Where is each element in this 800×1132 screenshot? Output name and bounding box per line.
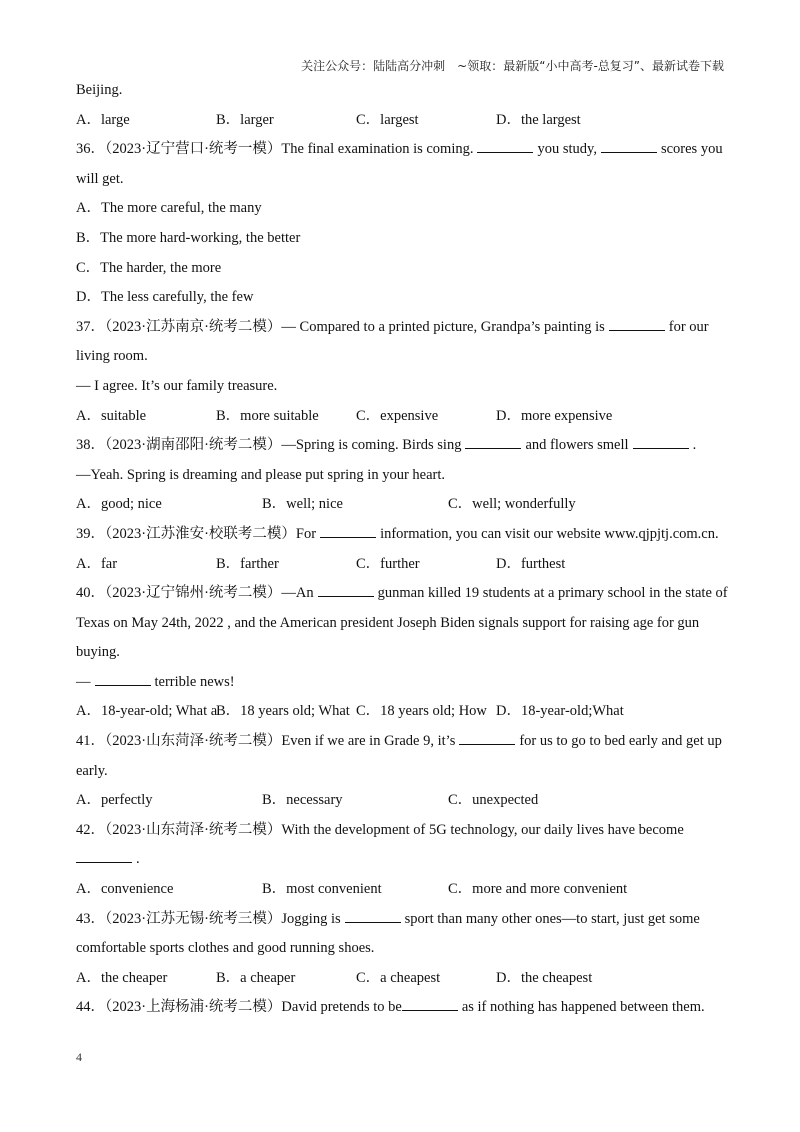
q39-option-c: C．further: [356, 555, 420, 572]
q39-option-d: D．furthest: [496, 555, 566, 572]
q42-options: [76, 875, 726, 905]
q41-options: [76, 786, 726, 816]
q37-blank: [609, 316, 665, 331]
q42-option-a: A．convenience: [76, 881, 174, 898]
q40-blank-2: [95, 671, 151, 686]
q36-stem-part-a: 36．（2023·辽宁营口·统考一模）The final examination is coming.: [76, 141, 474, 158]
q42-option-c: C．more and more convenient: [448, 881, 628, 898]
q35-option-d: D．the largest: [496, 111, 581, 128]
q41-stem-part-a: 41．（2023·山东菏泽·统考二模）Even if we are in Grade 9, it’s: [76, 733, 456, 750]
q37-option-b: B．more suitable: [216, 407, 319, 424]
q38-blank-2: [633, 434, 689, 449]
q43-stem-part-a: 43．（2023·江苏无锡·统考三模）Jogging is: [76, 910, 341, 927]
q40-options: [76, 697, 726, 727]
q40-stem-cont: Texas on May 24th, 2022 , and the American president Joseph Biden signals support for raising age for gun: [76, 614, 700, 631]
q40-stem: [76, 579, 726, 609]
q41-option-b: B．necessary: [262, 792, 343, 809]
q40-blank-1: [318, 582, 374, 597]
q37-stem-cont: living room.: [76, 348, 148, 365]
q37-option-a: A．suitable: [76, 407, 147, 424]
q38-stem-part-c: .: [692, 437, 697, 454]
q38-options: [76, 490, 726, 520]
q44-blank: [402, 996, 458, 1011]
q36-option-c: C．The harder, the more: [76, 259, 222, 276]
q40-option-b: B．18 years old; What: [216, 703, 350, 720]
q43-stem-part-b: sport than many other ones—to start, just get some: [404, 910, 700, 927]
q36-stem-cont: will get.: [76, 170, 124, 187]
q42-stem: 42．（2023·山东菏泽·统考二模）With the development of 5G technology, our daily lives have become: [76, 821, 684, 838]
q38-option-a: A．good; nice: [76, 496, 162, 513]
q43-option-d: D．the cheapest: [496, 969, 593, 986]
q40-stem-part-b: gunman killed 19 students at a primary school in the state of: [377, 585, 728, 602]
q41-stem-part-b: for us to go to bed early and get up: [519, 733, 722, 750]
q43-option-a: A．the cheaper: [76, 969, 168, 986]
q43-option-b: B．a cheaper: [216, 969, 296, 986]
page-header: 关注公众号：陆陆高分冲刺 ~领取：最新版“小中高考-总复习”、最新试卷下载: [301, 59, 724, 73]
q39-option-a: A．far: [76, 555, 118, 572]
q40-reply-text: terrible news!: [154, 673, 235, 690]
q43-stem-cont: comfortable sports clothes and good running shoes.: [76, 940, 375, 957]
question-page: [76, 76, 726, 1023]
q41-blank: [459, 730, 515, 745]
q38-option-c: C．well; wonderfully: [448, 496, 576, 513]
q41-option-c: C．unexpected: [448, 792, 539, 809]
q35-option-b: B．larger: [216, 111, 274, 128]
q37-option-d: D．more expensive: [496, 407, 613, 424]
q36-stem: [76, 135, 726, 165]
q38-stem: [76, 431, 726, 461]
q40-reply: [76, 668, 726, 698]
q38-option-b: B．well; nice: [262, 496, 343, 513]
q40-option-d: D．18-year-old;What: [496, 703, 624, 720]
q36-blank-1: [477, 138, 533, 153]
q39-blank: [320, 523, 376, 538]
q39-option-b: B．farther: [216, 555, 279, 572]
q41-option-a: A．perfectly: [76, 792, 153, 809]
q35-options: [76, 106, 726, 136]
q44-stem-part-b: as if nothing has happened between them.: [461, 999, 705, 1016]
q40-option-c: C．18 years old; How: [356, 703, 487, 720]
q36-option-d: D．The less carefully, the few: [76, 289, 254, 306]
q42-stem-cont: [76, 845, 726, 875]
q36-option-a: A．The more careful, the many: [76, 200, 262, 217]
q40-option-a: A．18-year-old; What a: [76, 703, 218, 720]
q38-stem-part-b: and flowers smell: [525, 437, 629, 454]
q43-options: [76, 964, 726, 994]
q37-stem: [76, 313, 726, 343]
q39-stem-part-b: information, you can visit our website www.qjpjtj.com.cn.: [380, 525, 719, 542]
q39-options: [76, 550, 726, 580]
q38-reply: —Yeah. Spring is dreaming and please put spring in your heart.: [76, 466, 446, 483]
page-number: 4: [76, 1050, 82, 1064]
q35-option-a: A．large: [76, 111, 130, 128]
q38-stem-part-a: 38．（2023·湖南邵阳·统考二模）—Spring is coming. Birds sing: [76, 437, 462, 454]
q40-reply-dash: —: [76, 673, 91, 690]
q42-option-b: B．most convenient: [262, 881, 382, 898]
q36-stem-part-c: scores you: [660, 141, 723, 158]
q37-stem-part-a: 37．（2023·江苏南京·统考二模）— Compared to a printed picture, Grandpa’s painting is: [76, 318, 605, 335]
q42-blank: [76, 848, 132, 863]
q36-blank-2: [601, 138, 657, 153]
q36-option-b: B．The more hard-working, the better: [76, 229, 301, 246]
q44-stem-part-a: 44．（2023·上海杨浦·统考二模）David pretends to be: [76, 999, 402, 1016]
q43-option-c: C．a cheapest: [356, 969, 441, 986]
q35-stem-tail: Beijing.: [76, 82, 123, 98]
q39-stem-part-a: 39．（2023·江苏淮安·校联考二模）For: [76, 525, 317, 542]
q43-blank: [345, 908, 401, 923]
q41-stem-cont: early.: [76, 762, 108, 779]
q39-stem: [76, 520, 726, 550]
q40-stem-cont-2: buying.: [76, 644, 120, 661]
q41-stem: [76, 727, 726, 757]
q37-options: [76, 402, 726, 432]
q37-stem-part-b: for our: [668, 318, 709, 335]
q44-stem: [76, 993, 726, 1023]
q43-stem: [76, 905, 726, 935]
q40-stem-part-a: 40．（2023·辽宁锦州·统考二模）—An: [76, 585, 314, 602]
q37-reply: — I agree. It’s our family treasure.: [76, 377, 278, 394]
q42-stem-part-b: .: [136, 851, 140, 868]
q38-blank-1: [465, 434, 521, 449]
q36-stem-part-b: you study,: [537, 141, 597, 158]
q35-option-c: C．largest: [356, 111, 419, 128]
q37-option-c: C．expensive: [356, 407, 439, 424]
